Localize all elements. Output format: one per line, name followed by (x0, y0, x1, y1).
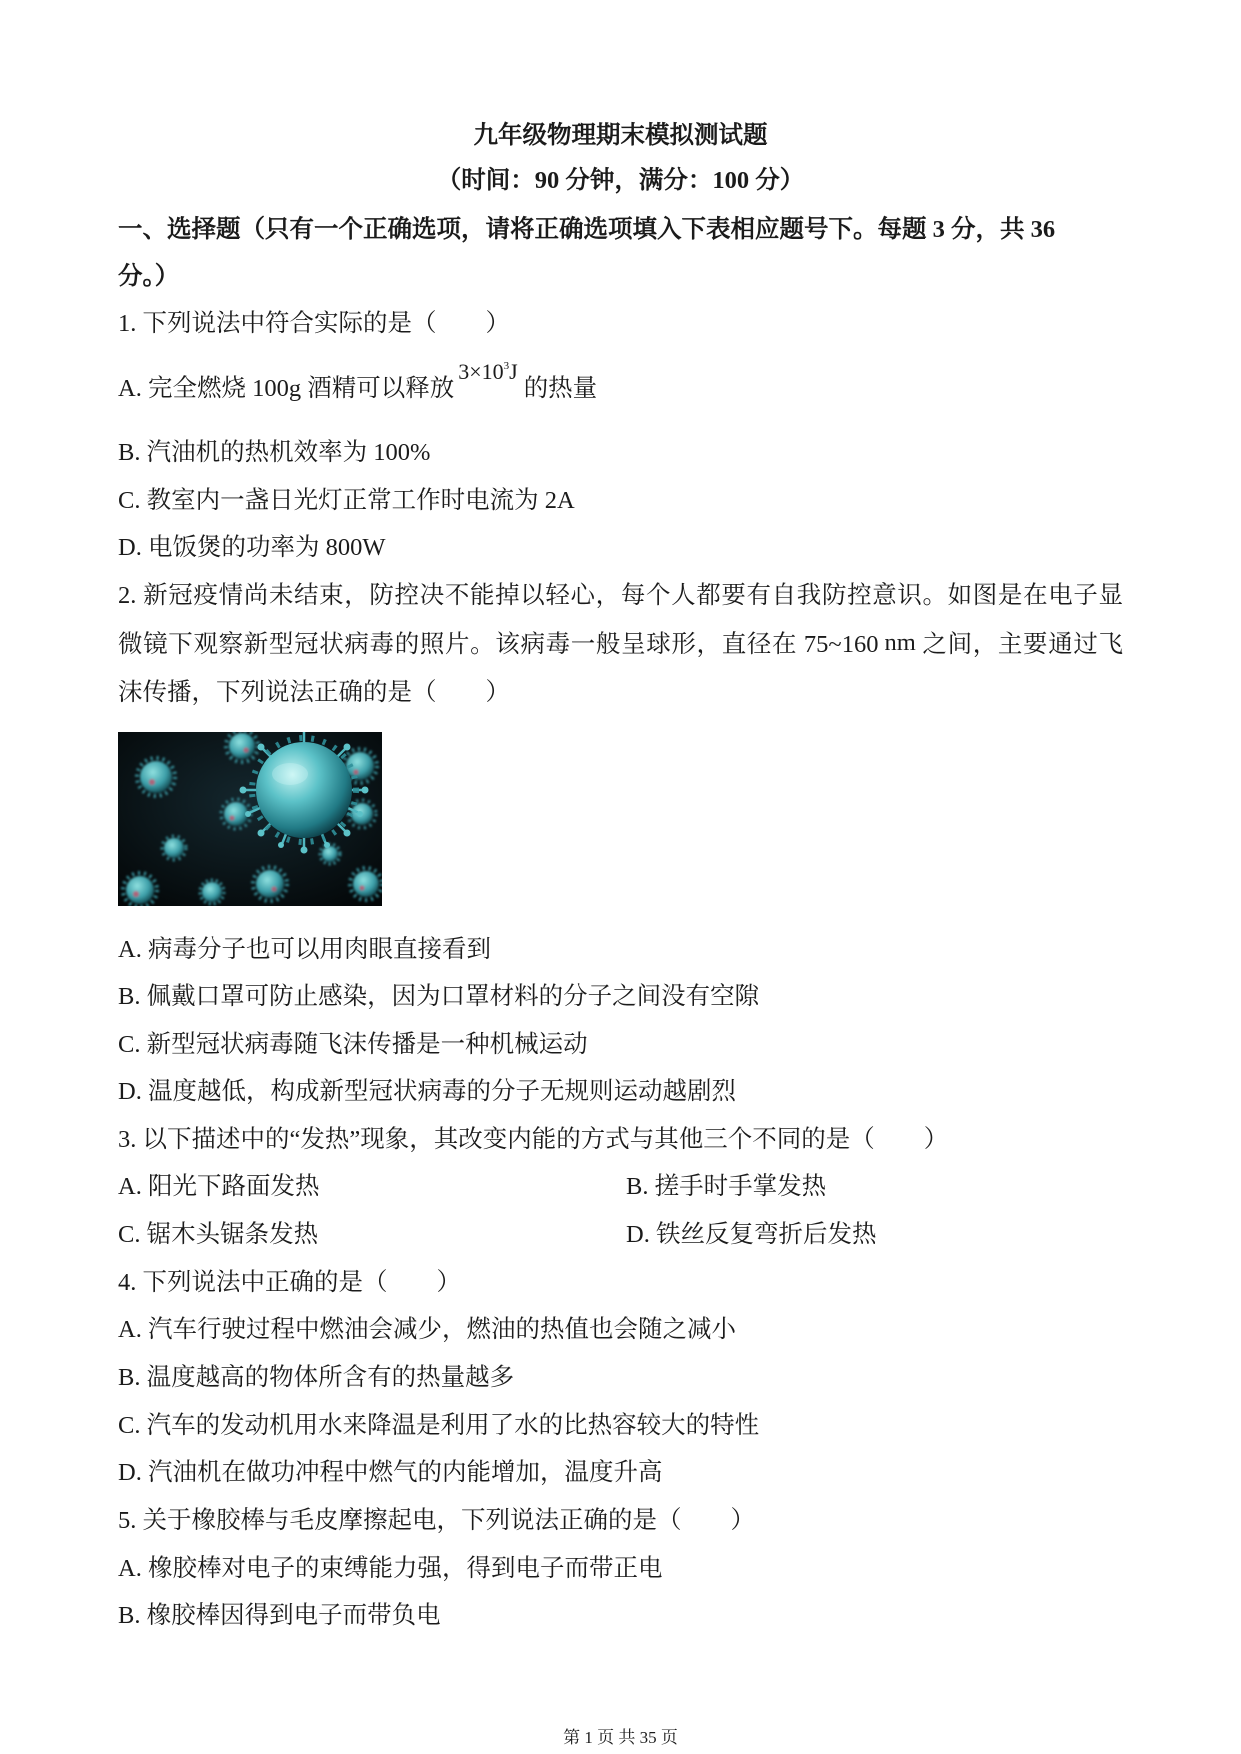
question-4-option-d: D. 汽油机在做功冲程中燃气的内能增加，温度升高 (118, 1459, 663, 1486)
option-text-after: 的热量 (523, 375, 598, 402)
stem-text: 微镜下观察新型冠状病毒的照片。该病毒一般呈球形，直径在 75~160 (118, 631, 879, 658)
stem-text-after: 之间，主要通过飞 (921, 631, 1123, 658)
question-2-stem-line-1: 2. 新冠疫情尚未结束，防控决不能掉以轻心，每个人都要有自我防控意识。如图是在电子显 (118, 582, 1123, 609)
question-1-option-d: D. 电饭煲的功率为 800W (118, 534, 386, 561)
question-2-option-b: B. 佩戴口罩可防止感染，因为口罩材料的分子之间没有空隙 (118, 983, 760, 1010)
question-3-option-c: C. 锯木头锯条发热 (118, 1221, 319, 1248)
formula-exponent: 3 (503, 360, 510, 372)
question-5-option-b: B. 橡胶棒因得到电子而带负电 (118, 1602, 441, 1629)
question-3-stem: 3. 以下描述中的“发热”现象，其改变内能的方式与其他三个不同的是（ ） (118, 1126, 949, 1153)
page-number-footer: 第 1 页 共 35 页 (563, 1728, 678, 1747)
question-4-option-c: C. 汽车的发动机用水来降温是利用了水的比热容较大的特性 (118, 1412, 760, 1439)
question-2-option-d: D. 温度越低，构成新型冠状病毒的分子无规则运动越剧烈 (118, 1078, 736, 1105)
question-2-stem-line-2 (118, 631, 1123, 659)
energy-formula (458, 361, 517, 383)
question-2-option-a: A. 病毒分子也可以用肉眼直接看到 (118, 936, 491, 963)
question-1-stem: 1. 下列说法中符合实际的是（ ） (118, 310, 510, 337)
exam-title: 九年级物理期末模拟测试题 (473, 122, 768, 149)
formula-unit: J (509, 359, 518, 384)
question-5-option-a: A. 橡胶棒对电子的束缚能力强，得到电子而带正电 (118, 1555, 663, 1582)
formula-base: 3×10 (458, 359, 504, 384)
question-4-stem: 4. 下列说法中正确的是（ ） (118, 1269, 461, 1296)
question-3-option-b: B. 搓手时手掌发热 (626, 1173, 827, 1200)
question-4-option-b: B. 温度越高的物体所含有的热量越多 (118, 1364, 515, 1391)
section-heading-line-1: 一、选择题（只有一个正确选项，请将正确选项填入下表相应题号下。每题 3 分，共 36 (118, 216, 1056, 243)
question-3-option-d: D. 铁丝反复弯折后发热 (626, 1221, 877, 1248)
section-heading-line-2: 分。） (118, 263, 180, 290)
unit-nm: nm (884, 629, 916, 656)
question-2-stem-line-3: 沫传播，下列说法正确的是（ ） (118, 679, 510, 706)
question-1-option-c: C. 教室内一盏日光灯正常工作时电流为 2A (118, 487, 575, 514)
question-2-option-c: C. 新型冠状病毒随飞沫传播是一种机械运动 (118, 1031, 588, 1058)
exam-subtitle: （时间：90 分钟，满分：100 分） (436, 167, 805, 194)
virus-micrograph-image (118, 732, 382, 906)
question-3-option-a: A. 阳光下路面发热 (118, 1173, 320, 1200)
question-5-stem: 5. 关于橡胶棒与毛皮摩擦起电，下列说法正确的是（ ） (118, 1507, 755, 1534)
question-4-option-a: A. 汽车行驶过程中燃油会减少，燃油的热值也会随之减小 (118, 1316, 736, 1343)
option-text: A. 完全燃烧 100g 酒精可以释放 (118, 375, 455, 402)
question-1-option-b: B. 汽油机的热机效率为 100% (118, 439, 431, 466)
